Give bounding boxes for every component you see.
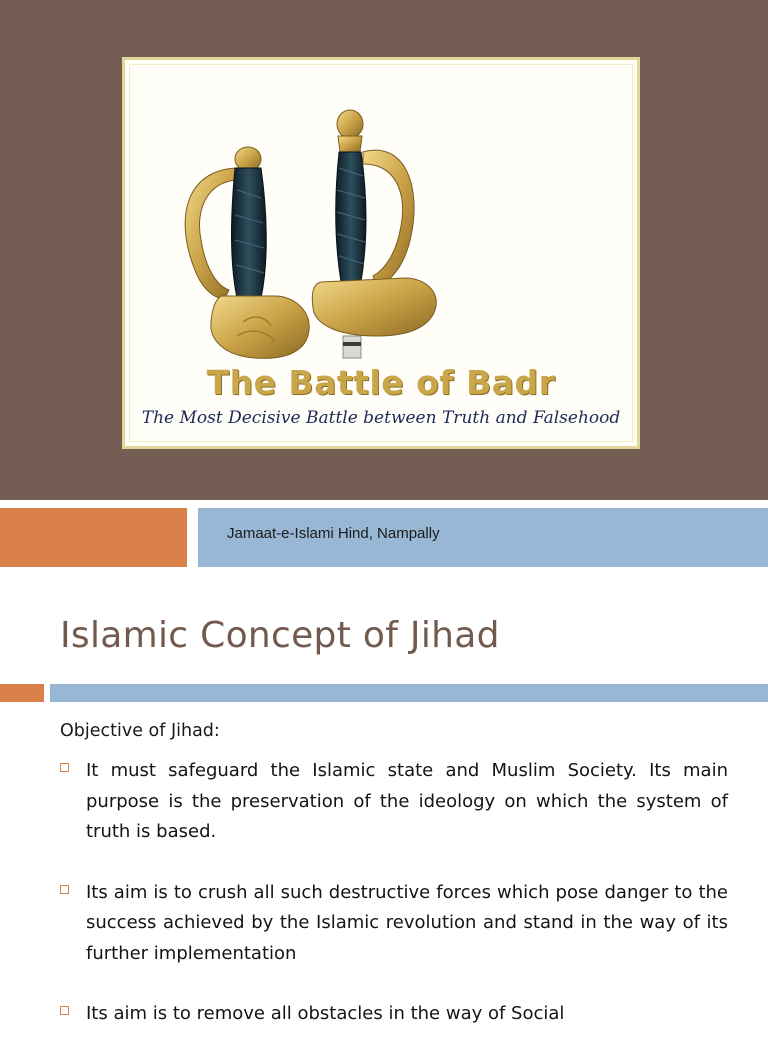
- slide-title: Islamic Concept of Jihad: [60, 615, 500, 656]
- right-sword: [312, 110, 436, 358]
- bullet-text: Its aim is to remove all obstacles in the way of Social: [86, 1003, 565, 1024]
- title-rule-orange: [0, 684, 44, 702]
- cover-title: The Battle of Badr: [206, 363, 556, 402]
- cover-image: [122, 57, 640, 449]
- bullet-item: [60, 999, 728, 1030]
- bullet-text: It must safeguard the Islamic state and Muslim Society. Its main purpose is the preservation of the ideology on which the system of truth is based.: [86, 760, 728, 842]
- accent-band-orange: [0, 508, 187, 567]
- content-heading: Objective of Jihad:: [60, 721, 220, 741]
- square-bullet-icon: [60, 1006, 69, 1015]
- bullet-item: [60, 878, 728, 970]
- slide1-background: [0, 0, 768, 500]
- organization-name: Jamaat-e-Islami Hind, Nampally: [227, 525, 440, 542]
- cover-subtitle: The Most Decisive Battle between Truth and Falsehood: [141, 408, 621, 428]
- square-bullet-icon: [60, 763, 69, 772]
- bullet-item: [60, 756, 728, 848]
- square-bullet-icon: [60, 885, 69, 894]
- left-sword: [185, 147, 309, 358]
- bullet-list: [60, 756, 728, 1060]
- bullet-text: Its aim is to crush all such destructive forces which pose danger to the success achieved by the Islamic revolution and stand in the way of its further implementation: [86, 881, 728, 964]
- title-rule-blue: [50, 684, 768, 702]
